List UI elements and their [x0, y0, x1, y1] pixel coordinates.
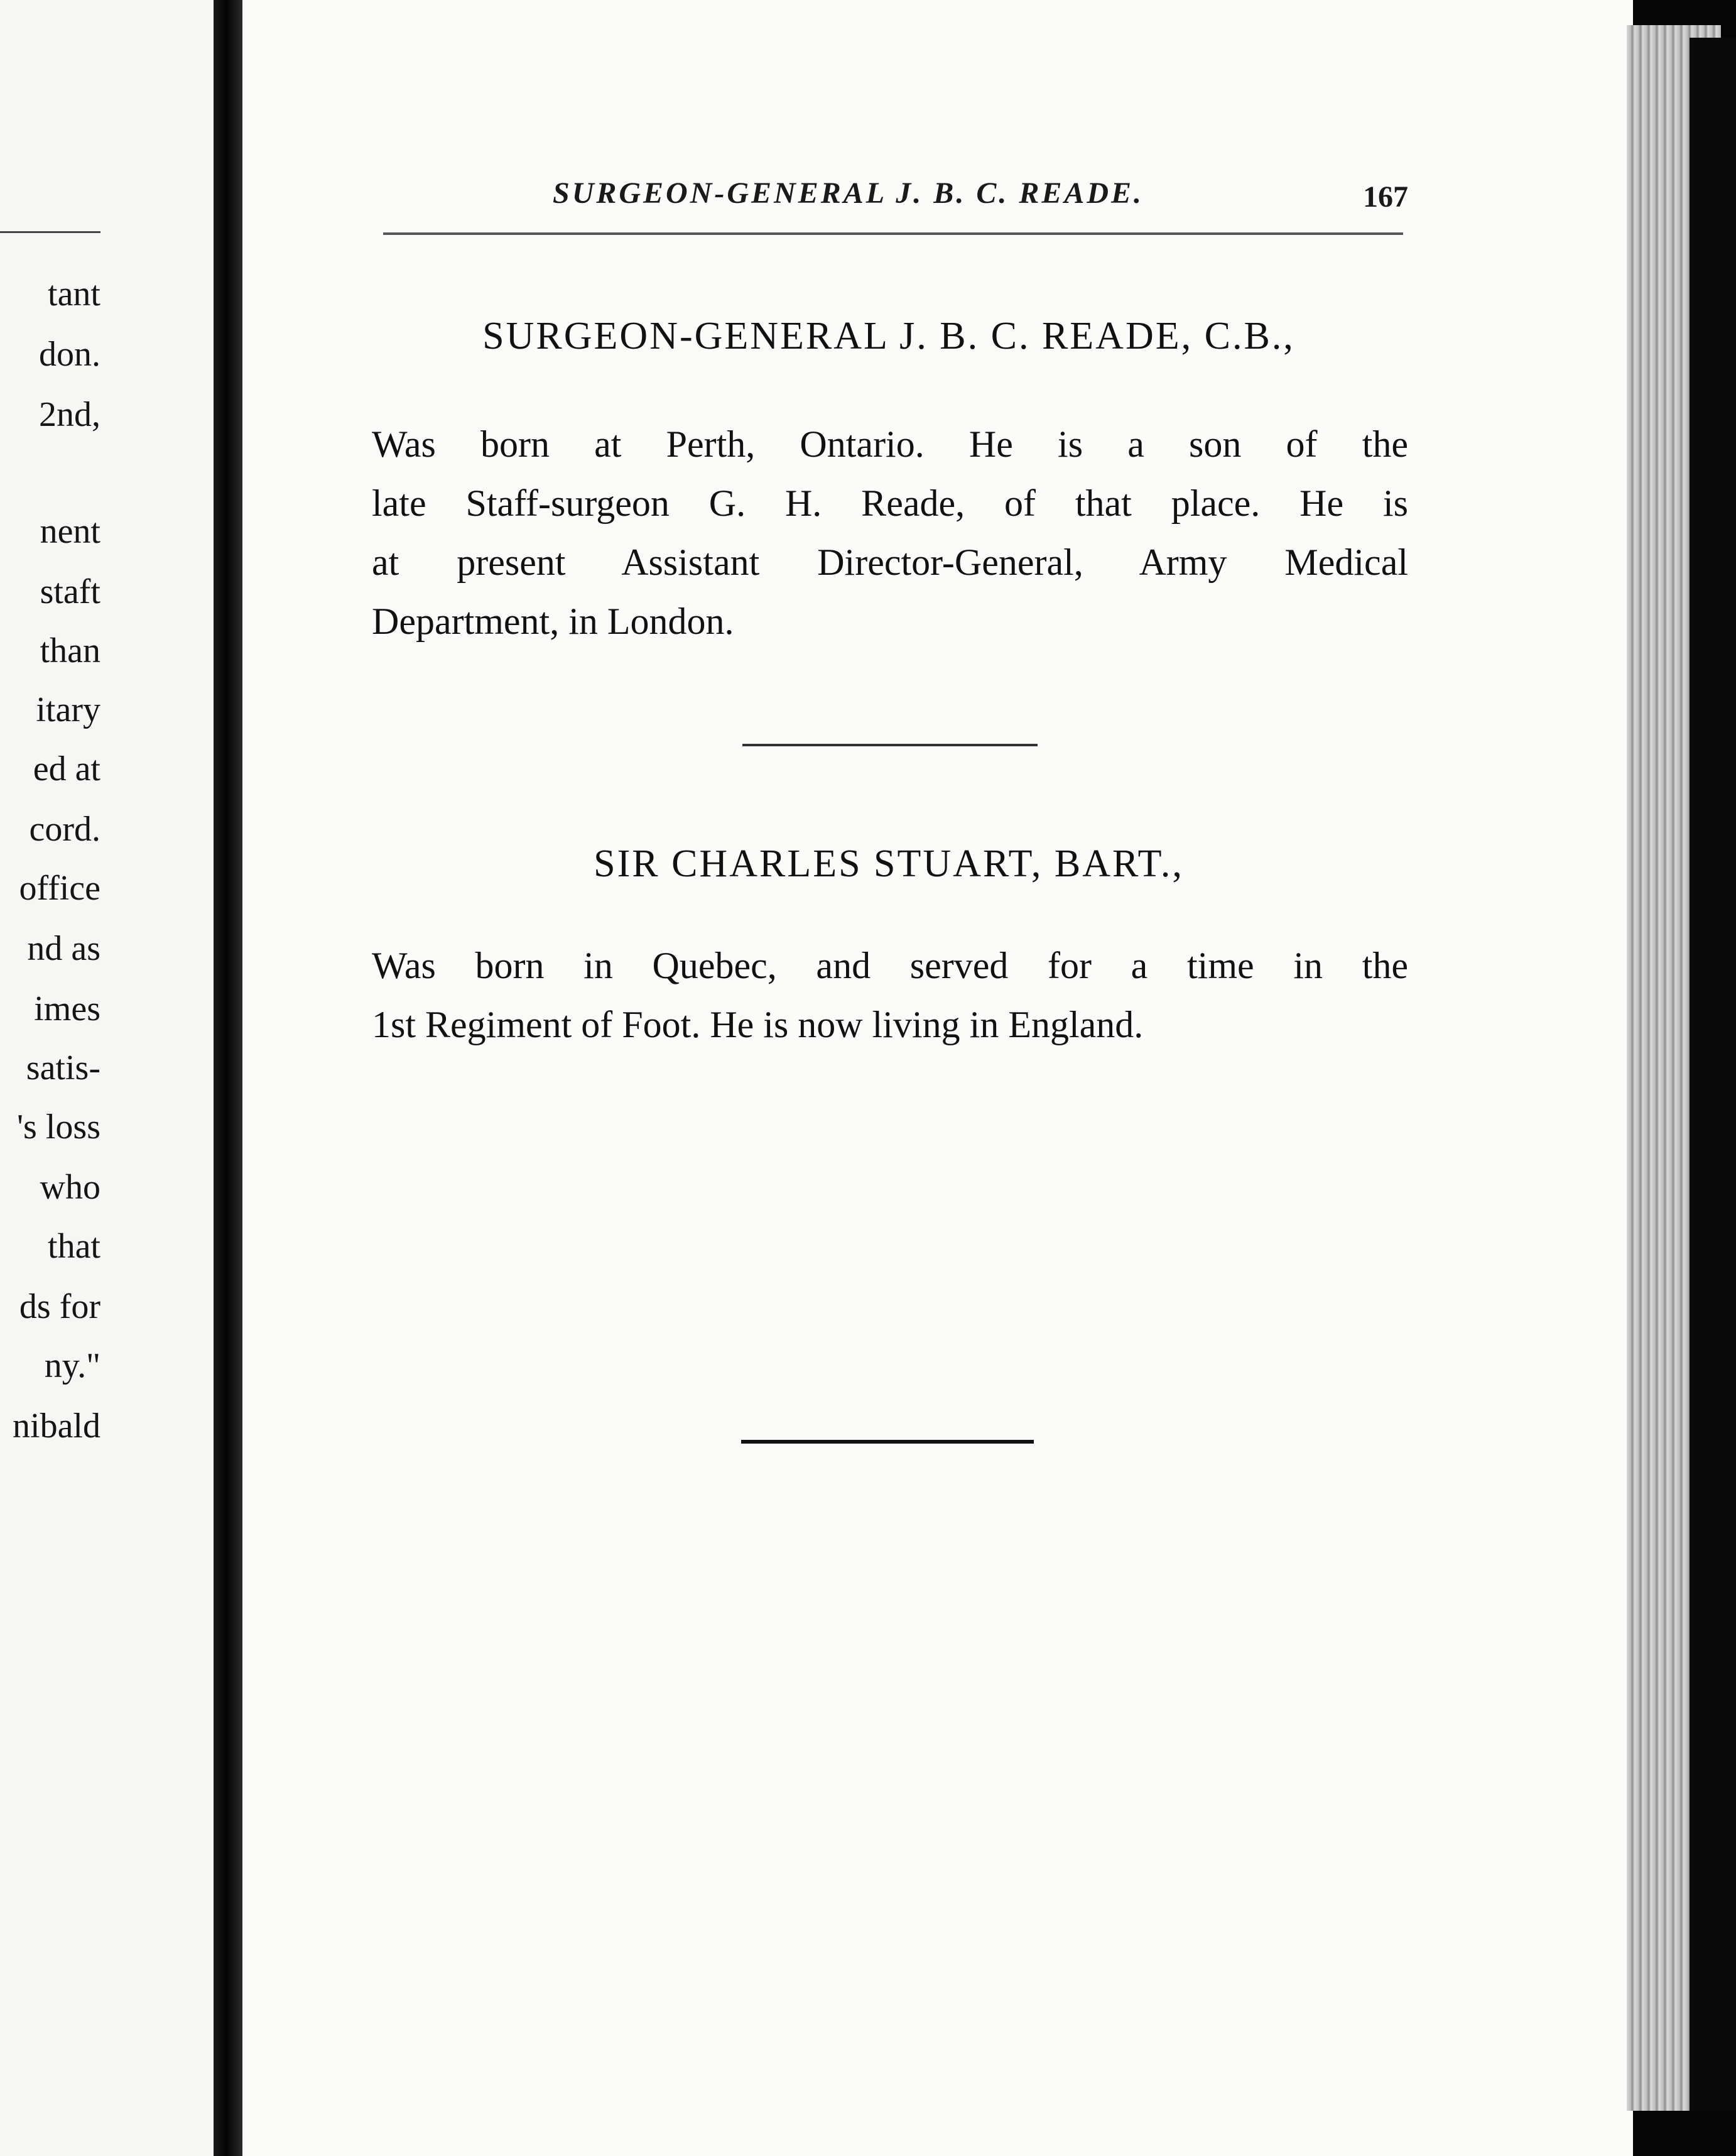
book-cover-edge — [1690, 38, 1736, 2111]
previous-page-line: 2nd, — [39, 395, 100, 434]
header-rule — [383, 232, 1403, 235]
previous-page-line: satis- — [26, 1048, 100, 1087]
page-number: 167 — [1363, 180, 1408, 214]
previous-page-fragment — [0, 0, 214, 2156]
previous-page-line: staft — [40, 572, 100, 611]
paragraph-line: Was born at Perth, Ontario. He is a son of the — [372, 423, 1408, 465]
previous-page-line: office — [19, 869, 100, 908]
section-paragraph — [372, 415, 1408, 651]
paragraph-line: Was born in Quebec, and served for a time in the — [372, 945, 1408, 986]
previous-page-line: nd as — [27, 929, 100, 968]
previous-page-rule — [0, 231, 100, 233]
paragraph-line: Department, in London. — [372, 601, 734, 642]
section-heading: SURGEON-GENERAL J. B. C. READE, C.B., — [482, 315, 1295, 357]
previous-page-line: tant — [48, 275, 100, 313]
section-heading: SIR CHARLES STUART, BART., — [594, 842, 1184, 885]
running-head: SURGEON-GENERAL J. B. C. READE. — [553, 177, 1144, 210]
previous-page-line: cord. — [29, 810, 100, 849]
previous-page-line: ny." — [44, 1346, 100, 1385]
section-separator — [742, 744, 1038, 746]
previous-page-line: ds for — [19, 1287, 100, 1326]
previous-page-line: don. — [39, 335, 100, 374]
previous-page-line: ed at — [33, 749, 100, 788]
previous-page-line: than — [40, 631, 100, 670]
previous-page-line: nent — [40, 512, 100, 551]
previous-page-line: who — [40, 1168, 100, 1207]
previous-page-line: that — [48, 1227, 100, 1266]
previous-page-line: 's loss — [16, 1108, 100, 1146]
section-paragraph — [372, 936, 1408, 1054]
paragraph-line: 1st Regiment of Foot. He is now living in England. — [372, 1004, 1144, 1045]
paragraph-line: late Staff-surgeon G. H. Reade, of that place. He is — [372, 482, 1408, 524]
book-gutter — [214, 0, 242, 2156]
previous-page-line: imes — [34, 989, 100, 1028]
previous-page-line: nibald — [13, 1407, 100, 1446]
previous-page-line: itary — [36, 690, 100, 729]
paragraph-line: at present Assistant Director-General, Army Medical — [372, 542, 1408, 583]
end-rule — [741, 1440, 1034, 1444]
